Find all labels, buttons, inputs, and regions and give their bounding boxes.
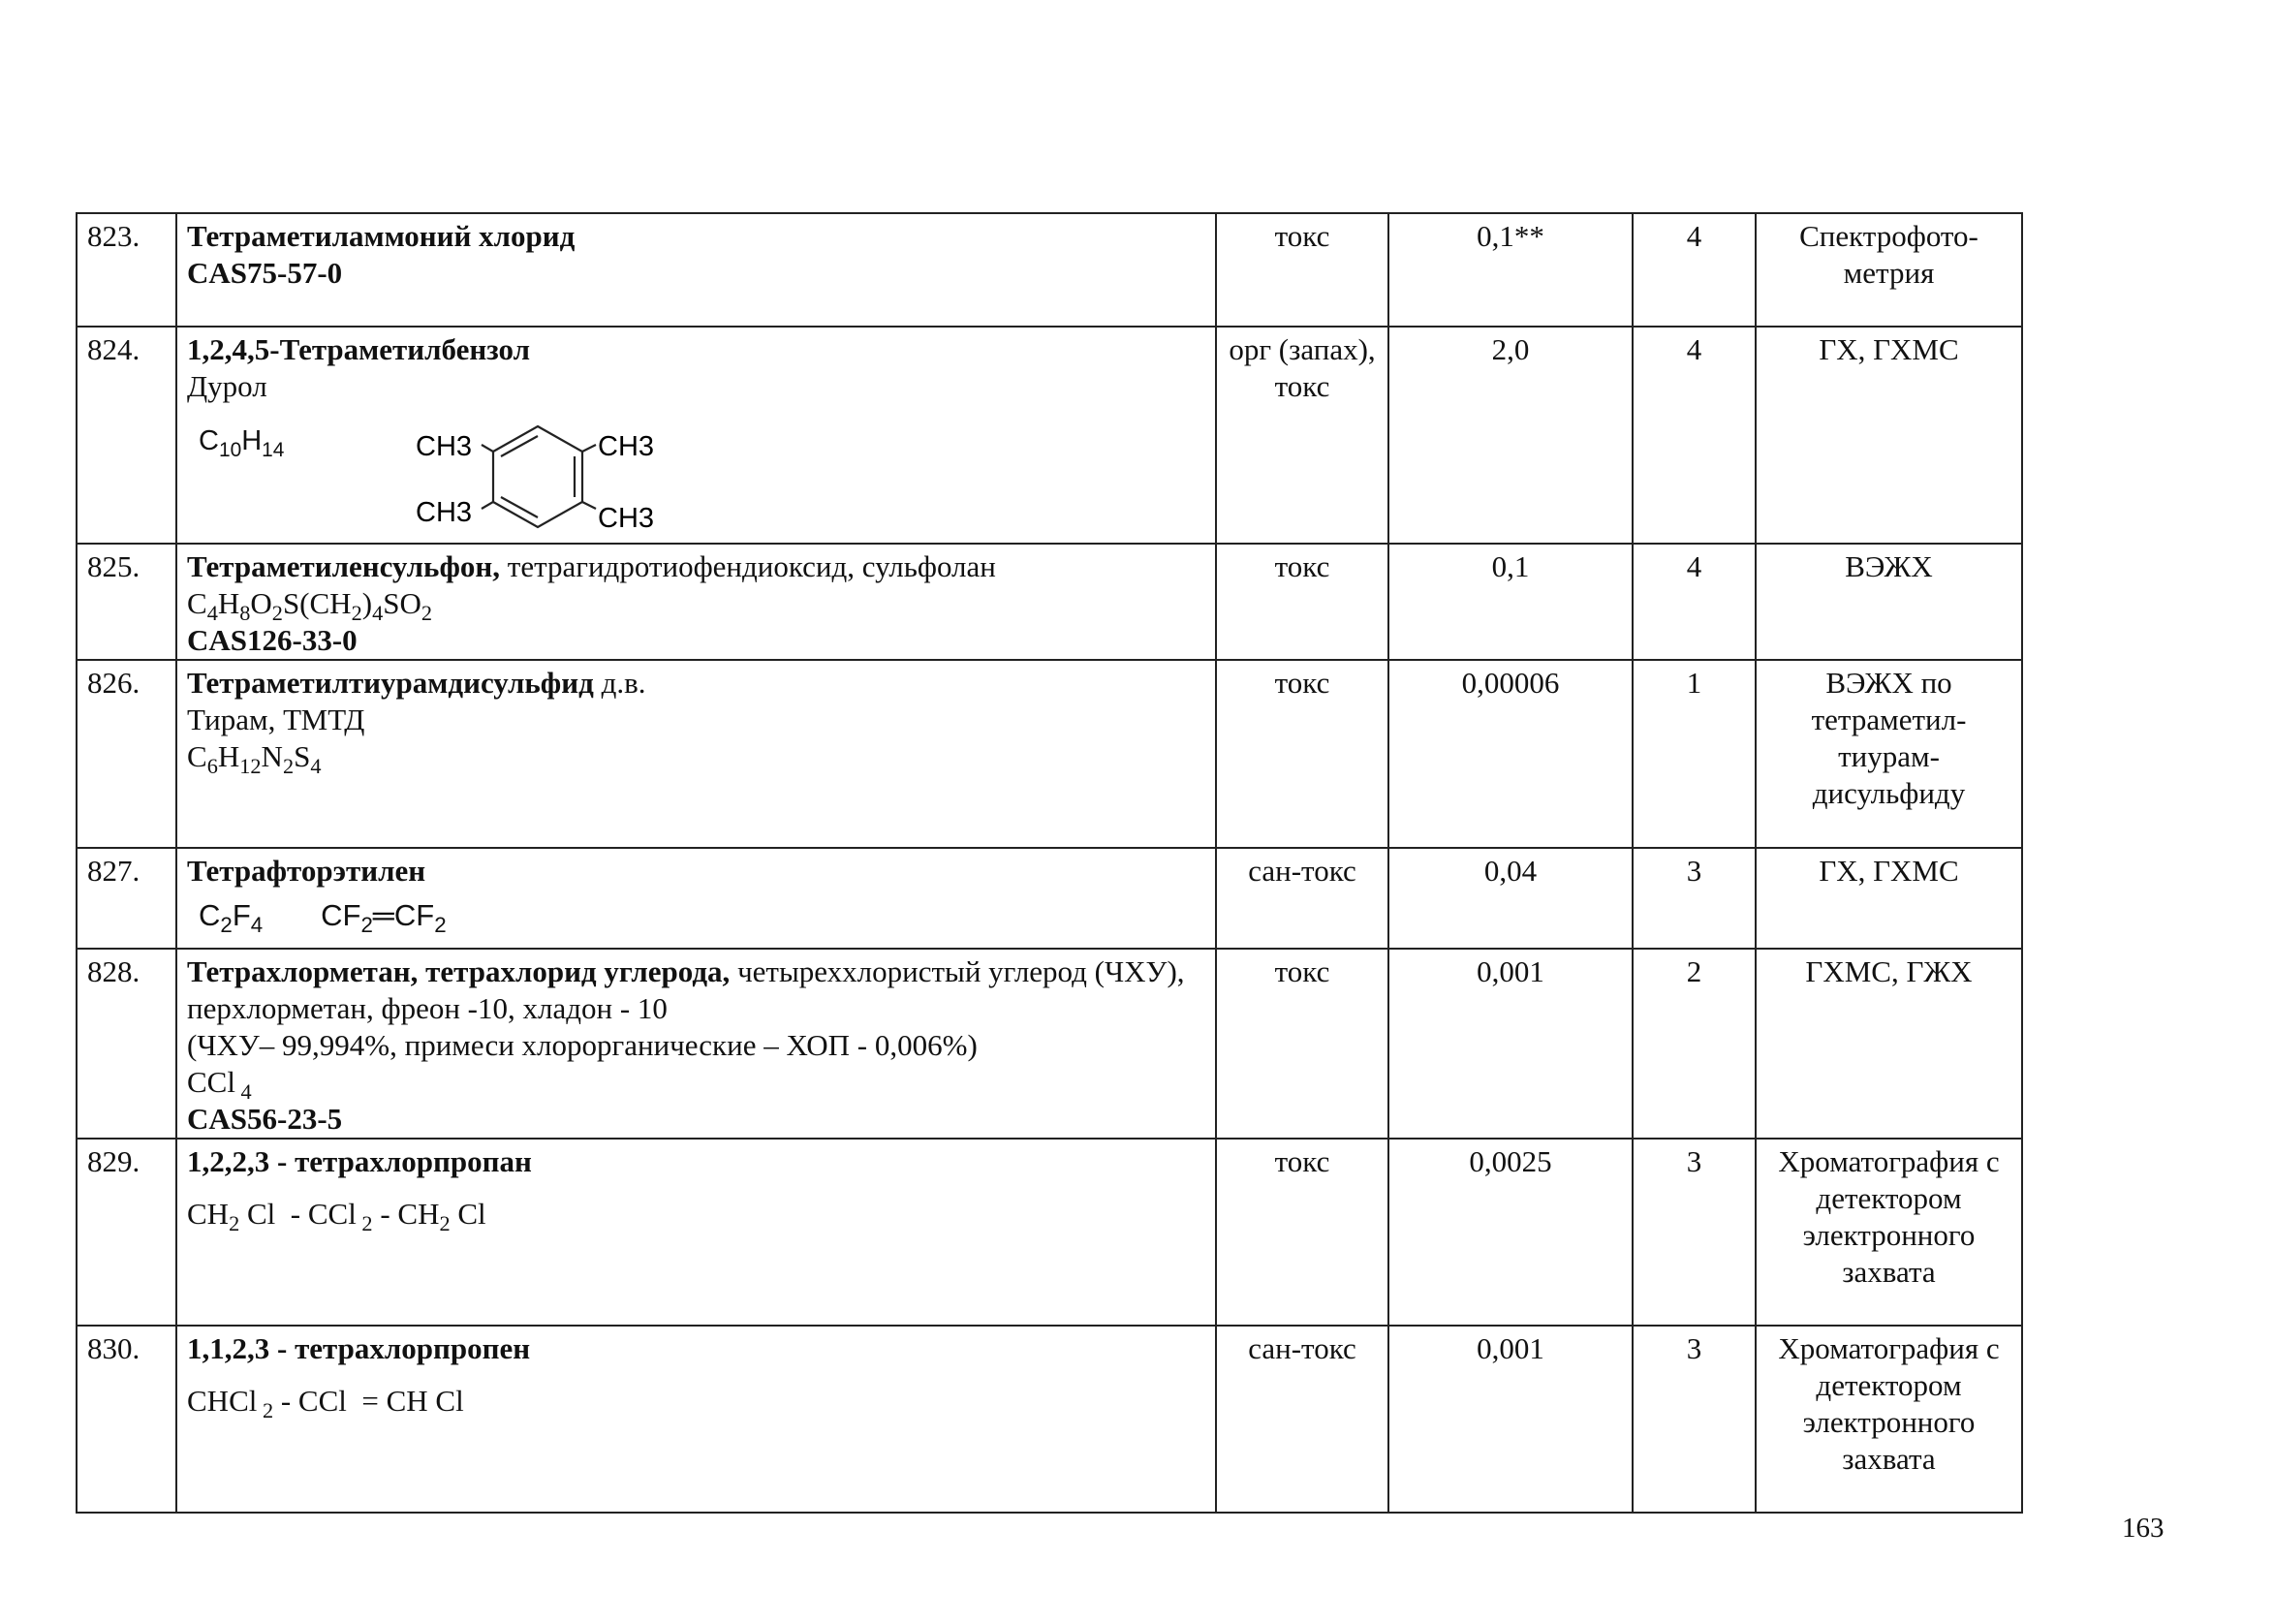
formula: $C_2F_4$ (199, 898, 264, 938)
substance-name: Тетраметиламмоний хлорид (187, 219, 576, 253)
row-number: 825. (77, 544, 176, 660)
method: Спектрофото-метрия (1756, 213, 2022, 327)
hazard-class: 4 (1633, 544, 1756, 660)
hazard-sign: орг (запах), токс (1216, 327, 1388, 544)
row-number: 830. (77, 1326, 176, 1513)
row-number: 823. (77, 213, 176, 327)
substance-cell (176, 213, 1216, 327)
hazard-sign: токс (1216, 544, 1388, 660)
substances-table (76, 212, 2023, 1514)
row-number: 824. (77, 327, 176, 544)
limit-value: 0,00006 (1388, 660, 1633, 848)
table-row (77, 327, 2022, 544)
table-row (77, 544, 2022, 660)
method: ВЭЖХ (1756, 544, 2022, 660)
table-row (77, 949, 2022, 1139)
limit-value: 0,1 (1388, 544, 1633, 660)
structure-block (187, 409, 1205, 537)
formula: CHCl $_2$ - CCl = CH Cl (187, 1384, 464, 1423)
method: Хроматография с детектором электронного захвата (1756, 1326, 2022, 1513)
cas-number: CAS75-57-0 (187, 256, 343, 290)
method: ГХМС, ГЖХ (1756, 949, 2022, 1139)
hazard-sign: сан-токс (1216, 1326, 1388, 1513)
hazard-sign: токс (1216, 1139, 1388, 1326)
formula-line (187, 897, 1205, 938)
formula: $CH_2$ Cl - CCl $_2 - CH_2$ Cl (187, 1197, 486, 1236)
limit-value: 0,001 (1388, 1326, 1633, 1513)
synonym: Дурол (187, 369, 267, 403)
hazard-sign: токс (1216, 949, 1388, 1139)
substance-cell (176, 949, 1216, 1139)
limit-value: 0,0025 (1388, 1139, 1633, 1326)
cas-number: CAS56-23-5 (187, 1102, 343, 1136)
formula: CCl $_4$ (187, 1065, 252, 1105)
synonym: тетрагидротиофендиоксид, сульфолан (500, 549, 996, 583)
method: Хроматография с детектором электронного захвата (1756, 1139, 2022, 1326)
hazard-class: 2 (1633, 949, 1756, 1139)
composition-note: (ЧХУ– 99,994%, примеси хлорорганические – ХОП - 0,006%) (187, 1028, 978, 1062)
methyl-label: CH3 (598, 431, 655, 462)
hazard-class: 4 (1633, 327, 1756, 544)
substance-name: 1,1,2,3 - тетрахлорпропен (187, 1331, 531, 1365)
hazard-sign: токс (1216, 660, 1388, 848)
substance-cell (176, 327, 1216, 544)
methyl-label: CH3 (598, 503, 655, 534)
formula: $C_{10}H_{14}$ (199, 425, 285, 461)
structural-formula: $CF_2═CF_2$ (321, 898, 447, 938)
substance-cell (176, 848, 1216, 949)
substance-cell (176, 544, 1216, 660)
table-row (77, 848, 2022, 949)
formula: $C_4H_8O_2S(CH_2)_4SO_2$ (187, 586, 433, 626)
limit-value: 0,04 (1388, 848, 1633, 949)
limit-value: 0,1** (1388, 213, 1633, 327)
hazard-class: 3 (1633, 1326, 1756, 1513)
table-row (77, 660, 2022, 848)
substance-name: Тетраметилтиурамдисульфид (187, 666, 594, 700)
substance-cell (176, 1326, 1216, 1513)
hazard-class: 4 (1633, 213, 1756, 327)
hazard-class: 3 (1633, 848, 1756, 949)
synonym: четыреххлористый углерод (ЧХУ), перхлорметан, фреон -10, хладон - 10 (187, 954, 1185, 1025)
table-row (77, 213, 2022, 327)
formula: $C_6H_{12}N_2S_4$ (187, 739, 322, 779)
table-row (77, 1326, 2022, 1513)
cas-number: CAS126-33-0 (187, 623, 358, 657)
hazard-sign: сан-токс (1216, 848, 1388, 949)
hazard-class: 3 (1633, 1139, 1756, 1326)
durene-structure-diagram (410, 409, 701, 537)
row-number: 829. (77, 1139, 176, 1326)
substance-cell (176, 1139, 1216, 1326)
method: ВЭЖХ по тетраметил-тиурам-дисульфиду (1756, 660, 2022, 848)
substance-name: Тетрафторэтилен (187, 854, 426, 888)
substance-name: Тетрахлорметан, тетрахлорид углерода, (187, 954, 731, 988)
row-number: 827. (77, 848, 176, 949)
methyl-label: CH3 (416, 497, 473, 528)
substance-name: 1,2,2,3 - тетрахлорпропан (187, 1144, 532, 1178)
name-suffix: д.в. (593, 666, 646, 700)
method: ГХ, ГХМС (1756, 848, 2022, 949)
row-number: 826. (77, 660, 176, 848)
table-row (77, 1139, 2022, 1326)
substance-cell (176, 660, 1216, 848)
synonym: Тирам, ТМТД (187, 703, 365, 736)
hazard-sign: токс (1216, 213, 1388, 327)
hazard-class: 1 (1633, 660, 1756, 848)
substance-name: Тетраметиленсульфон, (187, 549, 501, 583)
substance-name: 1,2,4,5-Тетраметилбензол (187, 332, 531, 366)
page-number: 163 (2122, 1513, 2165, 1544)
method: ГХ, ГХМС (1756, 327, 2022, 544)
limit-value: 2,0 (1388, 327, 1633, 544)
limit-value: 0,001 (1388, 949, 1633, 1139)
row-number: 828. (77, 949, 176, 1139)
methyl-label: CH3 (416, 431, 473, 462)
